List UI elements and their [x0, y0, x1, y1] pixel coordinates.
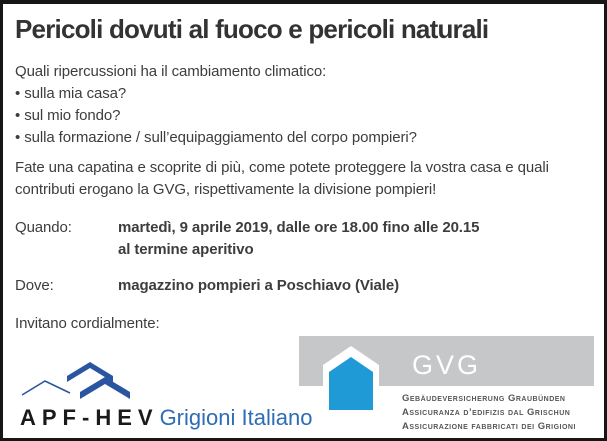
impact-bullet-list	[15, 83, 592, 149]
bullet-item-firebrigade: • sulla formazione / sull’equipaggiamento del corpo pompieri?	[15, 127, 592, 149]
apf-region-text: Grigioni Italiano	[159, 405, 313, 430]
invite-paragraph: Fate una capatina e scoprite di più, come potete proteggere la vostra casa e quali contributi erogano la GVG, rispettivamente la divisione pompieri!	[15, 159, 549, 198]
gvg-wordmark: GVG	[412, 350, 482, 380]
when-row	[15, 217, 592, 261]
invitation-line: Invitano cordialmente:	[15, 315, 160, 332]
where-row	[15, 275, 592, 297]
when-label: Quando:	[15, 219, 72, 236]
when-line-2: al termine aperitivo	[118, 241, 254, 258]
apf-hev-logo	[20, 351, 312, 431]
flyer-body	[15, 61, 592, 335]
gvg-company-names	[402, 392, 576, 434]
gvg-house-icon	[319, 346, 383, 423]
intro-question: Quali ripercussioni ha il cambiamento climatico:	[15, 63, 327, 80]
bullet-item-house: • sulla mia casa?	[15, 83, 592, 105]
gvg-name-german: Gebäudeversicherung Graubünden	[402, 393, 566, 404]
gvg-logo	[299, 336, 594, 437]
gvg-name-italian: Assicurazione fabbricati dei Grigioni	[402, 421, 576, 432]
gvg-name-romansh: Assicuranza d’edifizis dal Grischun	[402, 407, 571, 418]
when-line-1: martedì, 9 aprile 2019, dalle ore 18.00 fino alle 20.15	[118, 219, 480, 236]
apf-roofs-icon	[20, 351, 312, 403]
apf-wordmark	[20, 405, 312, 431]
where-value: magazzino pompieri a Poschiavo (Viale)	[118, 277, 400, 294]
where-label: Dove:	[15, 277, 54, 294]
apf-name-text: APF-HEV	[20, 405, 159, 430]
page-title: Pericoli dovuti al fuoco e pericoli naturali	[15, 14, 489, 44]
when-value	[118, 217, 479, 261]
bullet-item-property: • sul mio fondo?	[15, 105, 592, 127]
logos-row	[17, 332, 594, 438]
